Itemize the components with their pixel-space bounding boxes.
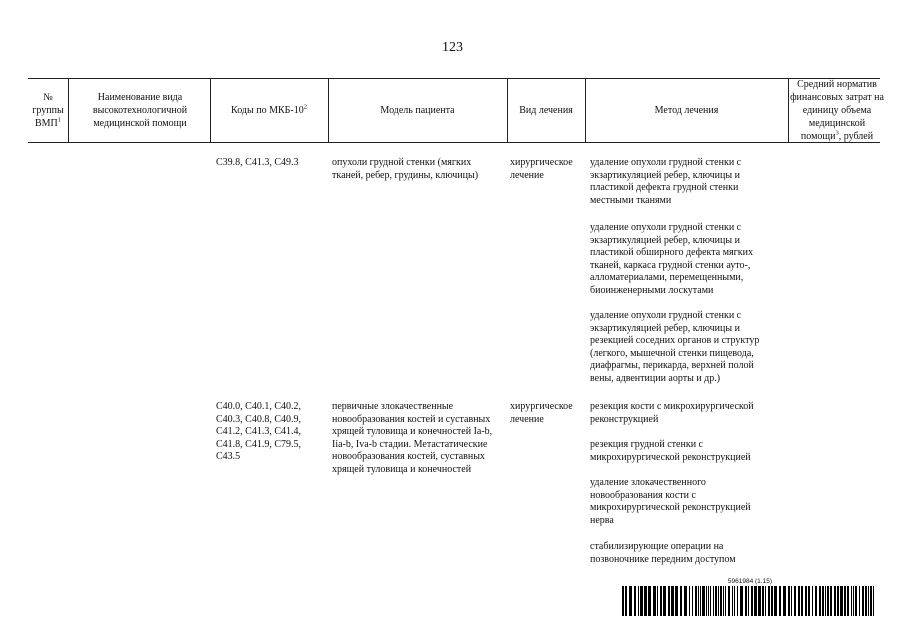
row-icd-codes: C40.0, C40.1, C40.2, C40.3, C40.8, C40.9, C41.2, C41.3, C41.4, C41.8, C41.9, C79.5, C43.5 <box>216 401 302 462</box>
header-group-number <box>28 78 68 142</box>
header-cost-norm-text: Средний норматив финансовых затрат на единицу объема медицинской помощи <box>790 78 884 142</box>
row-icd-codes: C39.8, C41.3, C49.3 <box>216 157 299 168</box>
row-treatment-type: хирургическое лечение <box>510 157 573 181</box>
row-patient-model: первичные злокачественные новообразования костей и суставных хрящей туловища и конечностей Ia-b, Iia-b, Iva-b стадии. Метастатические новообразования костей, суставных хрящей туловища и конечностей <box>332 401 493 475</box>
header-group-number-line: ВМП <box>34 117 58 129</box>
header-care-type <box>84 78 196 142</box>
row-method: резекция кости с микрохирургической реконструкцией <box>590 401 754 425</box>
header-icd-codes <box>210 78 328 142</box>
row-method: удаление опухоли грудной стенки с экзартикуляцией ребер, ключицы и резекцией соседних органов и структур (легкого, мышечной стенки пищевода, диафрагмы, перикарда, верхней полой вены, адвентиции аорты и др.) <box>590 310 760 384</box>
row-treatment-type: хирургическое лечение <box>510 401 573 425</box>
header-cost-norm-suffix: , рублей <box>838 130 874 142</box>
header-divider <box>788 78 789 142</box>
row-method: удаление опухоли грудной стенки с экзартикуляцией ребер, ключицы и пластикой обширного дефекта мягких тканей, каркаса грудной стенки ауто-, алломатериалами, перемещенными, биоинженерными лоскутами <box>590 222 753 296</box>
header-patient-model <box>328 78 507 142</box>
header-cost-norm <box>790 78 884 142</box>
row-patient-model: опухоли грудной стенки (мягких тканей, ребер, грудины, ключицы) <box>332 157 479 181</box>
header-group-number-line: группы <box>32 104 64 116</box>
header-group-number-line: № <box>43 91 53 103</box>
row-method: удаление опухоли грудной стенки с экзартикуляцией ребер, ключицы и пластикой дефекта грудной стенки местными тканями <box>590 157 742 206</box>
barcode-caption: 5961984 (1.15) <box>727 578 772 585</box>
page-number: 123 <box>442 40 463 55</box>
row-method: стабилизирующие операции на позвоночнике передним доступом <box>590 541 736 565</box>
header-treatment-method <box>585 78 788 142</box>
header-treatment-method-text: Метод лечения <box>654 104 719 116</box>
header-care-type-text: Наименование вида высокотехнологичной медицинской помощи <box>92 91 188 129</box>
header-treatment-type <box>507 78 585 142</box>
header-bottom-rule <box>28 142 880 143</box>
row-method: удаление злокачественного новообразования кости с микрохирургической реконструкцией нерва <box>590 477 751 526</box>
header-treatment-type-text: Вид лечения <box>519 104 573 116</box>
row-method: резекция грудной стенки с микрохирургической реконструкцией <box>590 439 751 463</box>
document-barcode <box>622 578 876 616</box>
header-divider <box>68 78 69 142</box>
footnote-mark: 3 <box>835 129 839 137</box>
header-patient-model-text: Модель пациента <box>380 104 455 116</box>
footnote-mark: 1 <box>57 116 62 124</box>
header-icd-codes-text: Коды по МКБ-10 <box>231 104 304 116</box>
barcode-icon <box>622 586 876 616</box>
footnote-mark: 2 <box>303 103 307 111</box>
